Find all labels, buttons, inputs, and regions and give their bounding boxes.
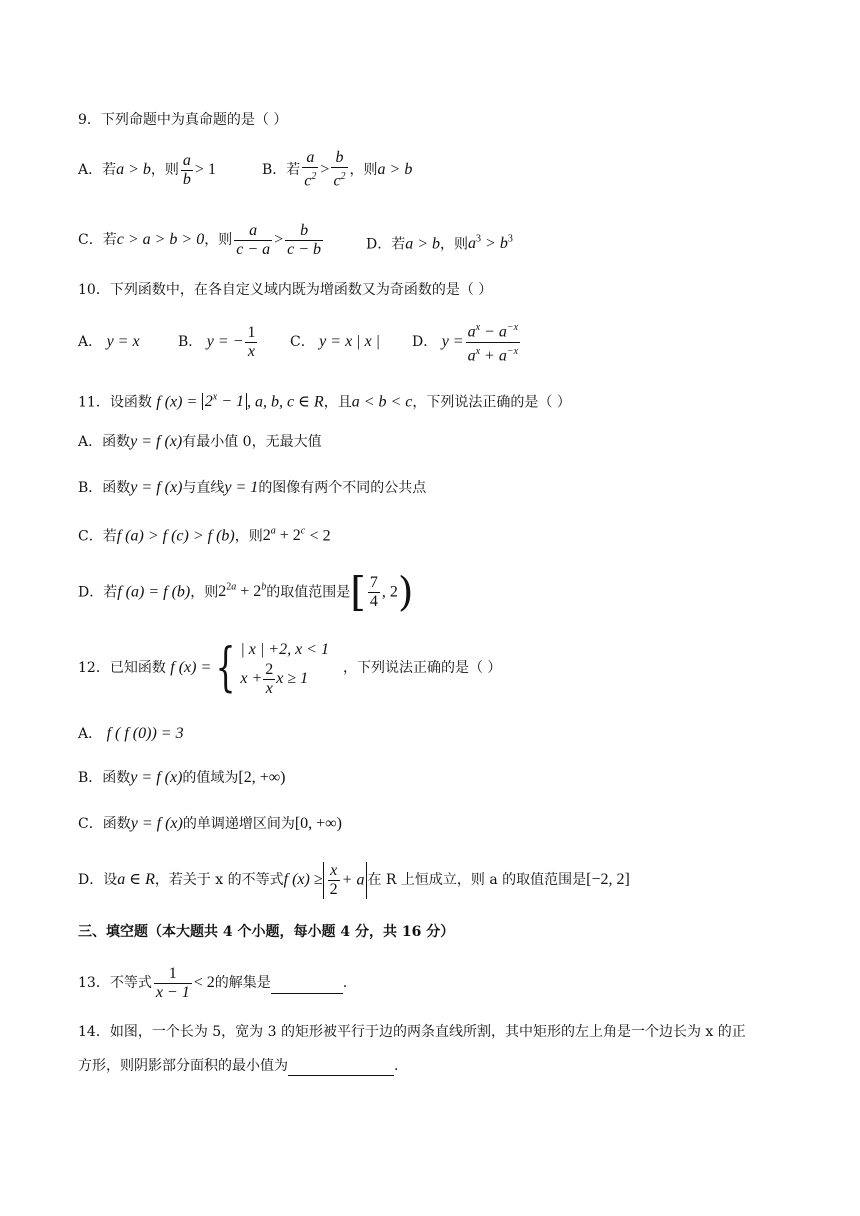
q13-fraction: $\frac{1}{x - 1}$ — [155, 964, 190, 1001]
q11-option-c[interactable]: C．若f (a) > f (c) > f (b)，则$2^a + 2^c < 2$ — [78, 526, 331, 545]
q13-answer-blank[interactable] — [271, 971, 343, 994]
q9-a-fraction: $\frac{a}{b}$ — [182, 151, 191, 188]
q11-option-b[interactable]: B．函数y = f (x)与直线y = 1的图像有两个不同的公共点 — [78, 479, 427, 496]
section-3-heading: 三、填空题（本大题共 4 个小题，每小题 4 分，共 16 分） — [78, 924, 455, 940]
q12-option-d[interactable]: D．设a ∈ R，若关于 x 的不等式f (x) ≥ $\frac{x}{2}$ + a 在 R 上恒成立，则 a 的取值范围是[−2, 2] — [78, 861, 630, 898]
q14-line-2: 方形，则阴影部分面积的最小值为 . — [78, 1058, 399, 1074]
q11-stem: 11．设函数 f $(x) = 2^x - 1$ , a, b, c ∈ R，且a < b < c，下列说法正确的是（ ） — [78, 392, 571, 411]
q9-b-fraction-1: $\frac{a}{c^2}$ — [304, 149, 317, 190]
q10-option-a[interactable]: A． y = x — [78, 333, 140, 350]
q12-option-b[interactable]: B．函数y = f (x)的值域为[2, +∞) — [78, 769, 286, 786]
q10-d-fraction: $\frac{a^x - a^{-x}}{a^x + a^{-x}}$ — [467, 322, 519, 364]
q14-answer-blank[interactable] — [288, 1057, 394, 1076]
q12-option-c[interactable]: C．函数y = f (x)的单调递增区间为[0, +∞) — [78, 815, 342, 832]
q12-piecewise: | x | +2, x < 1 x + $\frac{2}{x}$ x ≥ 1 — [240, 640, 329, 697]
q9-c-fraction-1: $\frac{a}{c - a}$ — [236, 221, 271, 258]
q11-option-a[interactable]: A．函数y = f (x)有最小值 0，无最大值 — [78, 433, 322, 450]
q9-option-b[interactable]: B．若 $\frac{a}{c^2}$ > $\frac{b}{c^2}$ ，则a > b — [262, 149, 413, 190]
q9-option-d[interactable]: D．若a > b，则$a^3 > b^3$ — [366, 234, 513, 253]
q11-d-fraction: $\frac{7}{4}$ — [369, 573, 378, 610]
q10-b-fraction: $\frac{1}{x}$ — [247, 323, 256, 360]
q9-option-a[interactable]: A．若a > b，则 $\frac{a}{b}$ > 1 — [78, 151, 216, 188]
q10-option-d[interactable]: D． y = $\frac{a^x - a^{-x}}{a^x + a^{-x}}$ — [412, 318, 522, 366]
q12-stem: 12．已知函数 f (x) ={ | x | +2, x < 1 x + $\frac{2}{x}$ x ≥ 1 ，下列说法正确的是（ ） — [78, 638, 502, 698]
q9-c-fraction-2: $\frac{b}{c - b}$ — [287, 221, 322, 258]
q11-option-d[interactable]: D．若f (a) = f (b)，则$2^{2a} + 2^b$的取值范围是[ $\frac{7}{4}$ , 2) — [78, 569, 414, 616]
q14-line-1: 14．如图，一个长为 5，宽为 3 的矩形被平行于边的两条直线所割，其中矩形的左上角是一个边长为 x 的正 — [78, 1024, 746, 1040]
q9-stem: 9．下列命题中为真命题的是（ ） — [78, 112, 288, 128]
q12-option-a[interactable]: A． f ( f (0)) = 3 — [78, 725, 184, 742]
q10-option-c[interactable]: C． y = x | x | — [290, 333, 381, 350]
q9-b-fraction-2: $\frac{b}{c^2}$ — [333, 149, 346, 190]
q10-stem: 10．下列函数中，在各自定义域内既为增函数又为奇函数的是（ ） — [78, 282, 493, 298]
q9-option-c[interactable]: C．若c > a > b > 0，则 $\frac{a}{c - a}$ > $\frac{b}{c - b}$ — [78, 221, 322, 258]
q13: 13．不等式 $\frac{1}{x - 1}$ < 2的解集是 . — [78, 964, 348, 1001]
q10-option-b[interactable]: B． y = − $\frac{1}{x}$ — [178, 323, 256, 360]
